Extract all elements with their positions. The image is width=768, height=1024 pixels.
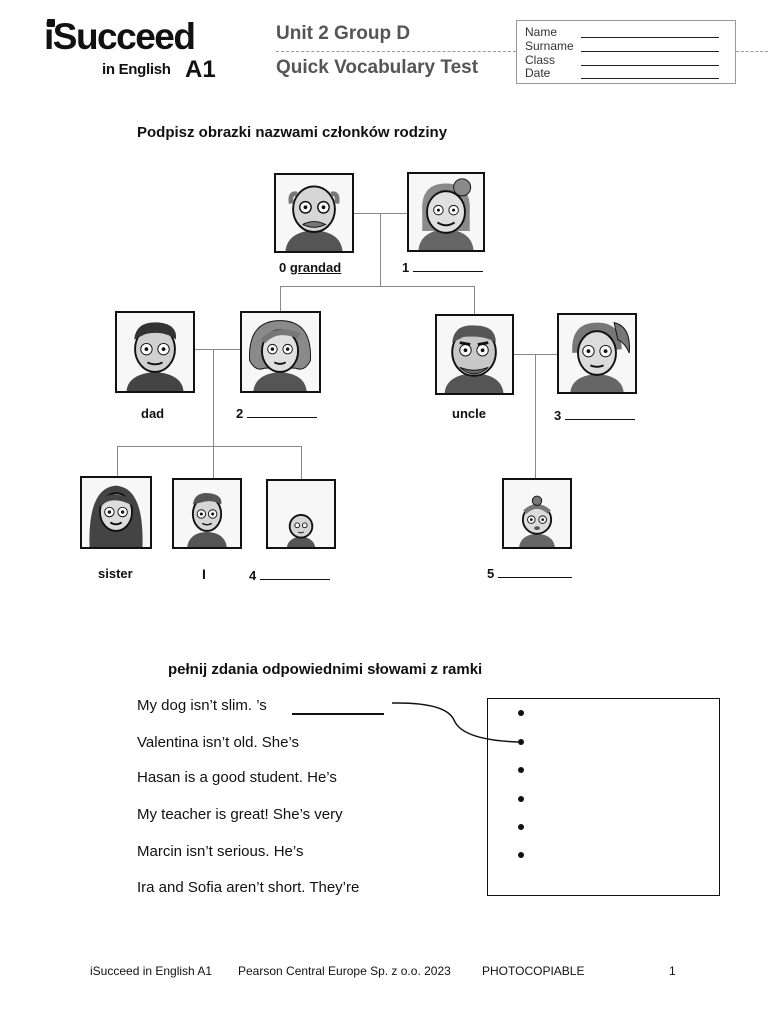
- sentence-5: Marcin isn’t serious. He’s: [137, 843, 304, 860]
- test-title: Unit 2 Group D: [276, 23, 411, 44]
- surname-field[interactable]: [581, 51, 719, 52]
- aunt-picture: [557, 313, 637, 394]
- mum-face-illustration: [242, 313, 319, 391]
- grandma-label: [402, 260, 483, 275]
- aunt-label: [554, 408, 635, 423]
- me-label: I: [202, 566, 206, 582]
- sentence-2: Valentina isn’t old. She’s: [137, 734, 300, 751]
- grandad-label: [279, 260, 341, 275]
- uncle-face-illustration: [437, 316, 512, 393]
- sentence-3: Hasan is a good student. He’s: [137, 769, 337, 786]
- page-number: 1: [669, 964, 676, 978]
- logo-subtitle: in English: [102, 61, 171, 78]
- sentence-1-blank[interactable]: [292, 713, 384, 715]
- dad-label: dad: [141, 406, 165, 421]
- grandad-answer: grandad: [289, 260, 342, 275]
- tree-line: [194, 349, 241, 350]
- grandma-face-illustration: [409, 174, 483, 250]
- word-bullet: [518, 796, 524, 802]
- uncle-label: uncle: [452, 406, 486, 421]
- word-bullet: [518, 824, 524, 830]
- tree-line: [301, 446, 302, 479]
- section1-heading: Podpisz obrazki nazwami członków rodziny: [137, 124, 448, 141]
- tree-line: [380, 213, 381, 286]
- sentence-6: Ira and Sofia aren’t short. They’re: [137, 879, 360, 896]
- dad-face-illustration: [117, 313, 193, 391]
- header-divider-right: [736, 51, 768, 52]
- name-label: Name: [525, 25, 558, 39]
- test-subtitle: Quick Vocabulary Test: [276, 57, 479, 78]
- class-label: Class: [525, 53, 556, 67]
- tree-line: [280, 286, 475, 287]
- word-bullet: [518, 710, 524, 716]
- tree-line: [535, 354, 536, 478]
- mum-label: [236, 406, 317, 421]
- dad-picture: [115, 311, 195, 393]
- tree-line: [117, 446, 302, 447]
- cousin-label: [487, 566, 572, 581]
- baby-number: 4: [249, 568, 257, 583]
- header-divider: [276, 51, 516, 52]
- grandad-picture: [274, 173, 354, 253]
- tree-line: [474, 286, 475, 314]
- sister-label: sister: [98, 566, 133, 581]
- surname-label: Surname: [525, 39, 574, 53]
- baby-label: [249, 568, 330, 583]
- me-picture: [172, 478, 242, 549]
- cousin-number: 5: [487, 566, 495, 581]
- tree-line: [280, 286, 281, 312]
- grandad-number: 0: [279, 260, 287, 275]
- word-bullet: [518, 767, 524, 773]
- grandad-face-illustration: [276, 175, 352, 251]
- sister-picture: [80, 476, 152, 549]
- baby-brother-picture: [266, 479, 336, 549]
- aunt-face-illustration: [559, 315, 635, 392]
- tree-line: [117, 446, 118, 476]
- baby-answer-blank[interactable]: [260, 568, 330, 580]
- word-bullet: [518, 739, 524, 745]
- footer-note: PHOTOCOPIABLE: [482, 964, 585, 978]
- cousin-picture: [502, 478, 572, 549]
- sister-face-illustration: [82, 478, 150, 547]
- aunt-number: 3: [554, 408, 562, 423]
- grandma-answer-blank[interactable]: [413, 260, 483, 272]
- footer-book: iSucceed in English A1: [90, 964, 213, 978]
- date-label: Date: [525, 66, 551, 80]
- footer-publisher: Pearson Central Europe Sp. z o.o. 2023: [238, 964, 451, 978]
- aunt-answer-blank[interactable]: [565, 408, 635, 420]
- grandma-number: 1: [402, 260, 410, 275]
- sentence-1: My dog isn’t slim. ’s: [137, 697, 267, 714]
- logo-level: A1: [185, 56, 216, 83]
- baby-face-illustration: [268, 481, 334, 547]
- word-bullet: [518, 852, 524, 858]
- mum-number: 2: [236, 406, 244, 421]
- section2-heading: pełnij zdania odpowiednimi słowami z ramki: [168, 661, 483, 678]
- student-info-box: [516, 20, 736, 84]
- name-field[interactable]: [581, 37, 719, 38]
- class-field[interactable]: [581, 65, 719, 66]
- date-field[interactable]: [581, 78, 719, 79]
- mum-answer-blank[interactable]: [247, 406, 317, 418]
- tree-line: [213, 349, 214, 479]
- mum-picture: [240, 311, 321, 393]
- grandma-picture: [407, 172, 485, 252]
- uncle-picture: [435, 314, 514, 395]
- cousin-answer-blank[interactable]: [498, 566, 572, 578]
- logo-brand: iSucceed: [44, 16, 195, 57]
- boy-face-illustration: [174, 480, 240, 547]
- sentence-4: My teacher is great! She’s very: [137, 806, 343, 823]
- baby-girl-face-illustration: [504, 480, 570, 547]
